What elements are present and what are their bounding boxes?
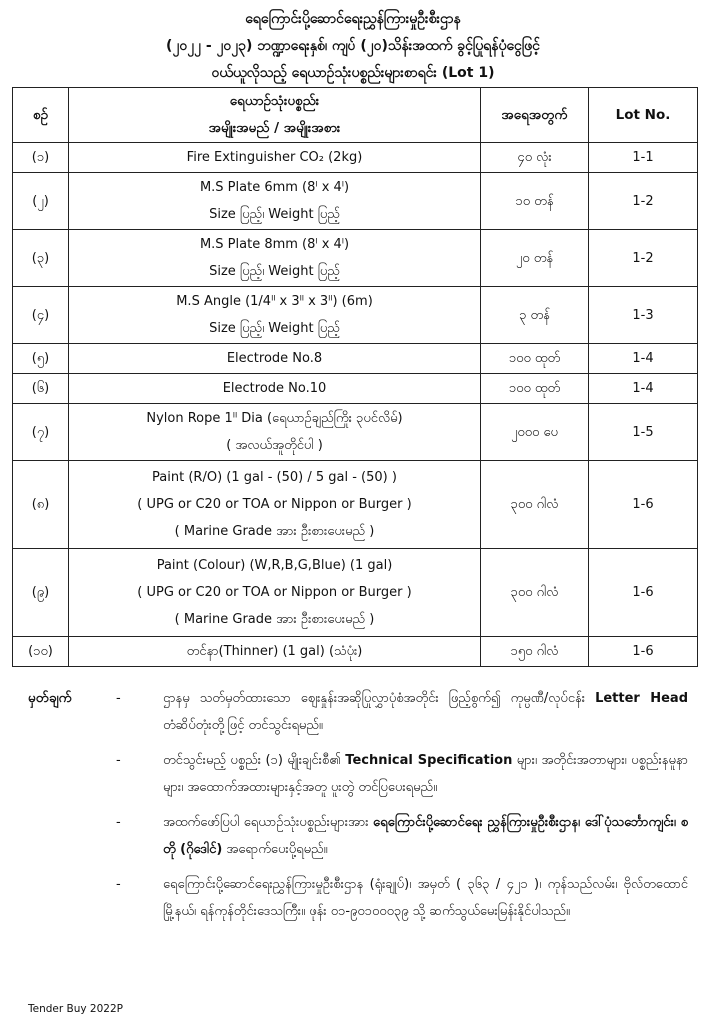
row-quantity: ၃၀၀ ဂါလံ <box>481 549 589 637</box>
note-text-2 <box>163 747 688 801</box>
row-quantity: ၂၀၀၀ ပေ <box>481 404 589 461</box>
row-description <box>69 287 481 344</box>
table-row <box>13 374 698 404</box>
note-text-3 <box>163 809 688 863</box>
row-number: (၄) <box>13 287 69 344</box>
row-lot: 1-4 <box>589 344 698 374</box>
note-bold-part: ရေကြောင်းပို့ဆောင်ရေး ညွှန်ကြားမှုဦးစီးဌာန၊ ဒေါ်ပုံသင်္ဘောကျင်း၊ စတို (ဂိုဒေါင်) <box>163 815 689 857</box>
table-row <box>13 287 698 344</box>
header-title-line-3: ဝယ်ယူလိုသည့် ရေယာဉ်သုံးပစ္စည်းများစာရင်း (Lot 1) <box>211 65 495 81</box>
row-description-line: Size ပြည့်၊ Weight ပြည့် <box>209 264 340 279</box>
row-description-line: Paint (Colour) (W,R,B,G,Blue) (1 gal) <box>156 558 393 573</box>
row-description-line: M.S Plate 6mm (8ˡ x 4ˡ) <box>199 180 350 195</box>
row-number: (၇) <box>13 404 69 461</box>
table-row <box>13 344 698 374</box>
row-description <box>69 173 481 230</box>
row-number: (၃) <box>13 230 69 287</box>
note-text-part: အထက်ဖော်ပြပါ ရေယာဉ်သုံးပစ္စည်းများအား <box>163 815 374 830</box>
row-description-line: ( Marine Grade အား ဦးစားပေးမည် ) <box>174 612 375 627</box>
notes-label: မှတ်ချက် <box>28 690 72 706</box>
note-text-part: အရောက်ပေးပို့ရမည်။ <box>222 842 328 857</box>
note-text-1 <box>163 685 688 739</box>
header-description-line-1: ရေယာဉ်သုံးပစ္စည်း <box>229 93 320 109</box>
row-lot: 1-6 <box>589 461 698 549</box>
header-description <box>69 88 481 143</box>
row-description <box>69 461 481 549</box>
note-dash: - <box>116 815 121 830</box>
row-description-line: ( UPG or C20 or TOA or Nippon or Burger ) <box>137 585 412 600</box>
header-title-line-1: ရေကြောင်းပို့ဆောင်ရေးညွှန်ကြားမှုဦးစီးဌာန <box>245 11 461 27</box>
table-row <box>13 637 698 667</box>
row-description-line: Electrode No.10 <box>222 381 327 396</box>
row-lot: 1-6 <box>589 549 698 637</box>
row-description-line: Size ပြည့်၊ Weight ပြည့် <box>209 321 340 336</box>
row-lot: 1-4 <box>589 374 698 404</box>
row-description-line: ( UPG or C20 or TOA or Nippon or Burger ) <box>137 497 412 512</box>
row-lot: 1-6 <box>589 637 698 667</box>
row-quantity: ၁၀၀ ထုတ် <box>481 344 589 374</box>
row-lot: 1-2 <box>589 173 698 230</box>
table-row <box>13 461 698 549</box>
note-item <box>28 747 688 801</box>
table-row <box>13 143 698 173</box>
row-quantity: ၁၀၀ ထုတ် <box>481 374 589 404</box>
row-description-line: Electrode No.8 <box>226 351 323 366</box>
row-number: (၁၀) <box>13 637 69 667</box>
row-description-line: M.S Plate 8mm (8ˡ x 4ˡ) <box>199 237 350 252</box>
header-description-line-2: အမျိုးအမည် / အမျိုးအစား <box>208 120 341 136</box>
row-lot: 1-3 <box>589 287 698 344</box>
row-quantity: ၃ တန် <box>481 287 589 344</box>
note-item <box>28 809 688 863</box>
row-quantity: ၁၀ တန် <box>481 173 589 230</box>
row-quantity: ၄၀ လုံး <box>481 143 589 173</box>
table-row <box>13 404 698 461</box>
header-title-line-2: (၂၀၂၂ - ၂၀၂၃) ဘဏ္ဍာရေးနှစ်၊ ကျပ် (၂၀)သိန်းအထက် ခွင့်ပြုရန်ပုံငွေဖြင့် <box>166 38 540 54</box>
row-description-line: Paint (R/O) (1 gal - (50) / 5 gal - (50) ) <box>152 470 397 485</box>
table-header-row <box>13 88 698 143</box>
items-table <box>12 87 698 667</box>
row-number: (၂) <box>13 173 69 230</box>
row-description-line: ( အလယ်အူတိုင်ပါ ) <box>226 438 323 453</box>
table-row <box>13 173 698 230</box>
row-description <box>69 344 481 374</box>
row-description <box>69 143 481 173</box>
row-quantity: ၂၀ တန် <box>481 230 589 287</box>
note-text-part: များ၊ အတိုင်းအတာများ၊ ပစ္စည်းနမူနာများ၊ အထောက်အထားများနှင့်အတူ ပူးတွဲ တင်ပြပေးရမည်။ <box>163 753 688 795</box>
row-lot: 1-1 <box>589 143 698 173</box>
row-description <box>69 374 481 404</box>
note-text-part: တင်သွင်းမည့် ပစ္စည်း (၁) မျိုးချင်းစီ၏ <box>163 753 346 768</box>
row-description-line: တင်နာ(Thinner) (1 gal) (သံပုံး) <box>186 644 363 659</box>
table-row <box>13 230 698 287</box>
note-bold-part: Letter Head <box>595 691 689 706</box>
row-description <box>69 230 481 287</box>
row-quantity: ၁၅၀ ဂါလံ <box>481 637 589 667</box>
table-row <box>13 549 698 637</box>
row-number: (၉) <box>13 549 69 637</box>
footer-text: Tender Buy 2022P <box>28 1003 123 1015</box>
document-header <box>0 6 706 87</box>
header-no: စဉ် <box>13 88 69 143</box>
row-number: (၁) <box>13 143 69 173</box>
row-description <box>69 637 481 667</box>
note-text-part: ဌာနမှ သတ်မှတ်ထားသော စျေးနှုန်းအဆိုပြုလွှာပုံစံအတိုင်း ဖြည့်စွက်၍ ကုမ္ပဏီ/လုပ်ငန်း <box>163 691 596 706</box>
header-quantity: အရေအတွက် <box>481 88 589 143</box>
note-item <box>28 685 688 739</box>
row-number: (၆) <box>13 374 69 404</box>
row-description-line: M.S Angle (1/4ˡˡ x 3ˡˡ x 3ˡˡ) (6m) <box>176 294 373 309</box>
row-description-line: Size ပြည့်၊ Weight ပြည့် <box>209 207 340 222</box>
row-number: (၅) <box>13 344 69 374</box>
notes-section <box>28 685 688 933</box>
row-description <box>69 404 481 461</box>
row-description-line: Fire Extinguisher CO₂ (2kg) <box>186 150 363 165</box>
row-number: (၈) <box>13 461 69 549</box>
note-text-4: ရေကြောင်းပို့ဆောင်ရေးညွှန်ကြားမှုဦးစီးဌာန (ရုံးချုပ်)၊ အမှတ် ( ၃၆၃ / ၄၂၁ )၊ ကုန်သည်လမ်း၊ ဗိုလ်တထောင်မြို့နယ်၊ ရန်ကုန်တိုင်းဒေသကြီး။ ဖုန်း ၀၁-၉၀၁၀၀၀၃၉ သို့ ဆက်သွယ်မေးမြန်းနိုင်ပါသည်။ <box>163 877 688 919</box>
row-description <box>69 549 481 637</box>
note-dash: - <box>116 691 121 706</box>
row-description-line: ( Marine Grade အား ဦးစားပေးမည် ) <box>174 524 375 539</box>
note-text-part: တံဆိပ်တုံးတို့ဖြင့် တင်သွင်းရမည်။ <box>163 718 323 733</box>
header-lot: Lot No. <box>589 88 698 143</box>
note-item <box>28 871 688 925</box>
row-quantity: ၃၀၀ ဂါလံ <box>481 461 589 549</box>
note-dash: - <box>116 753 121 768</box>
row-description-line: Nylon Rope 1ˡˡ Dia (ရေယာဉ်ချည်ကြိုး ၃ပင်လိမ်) <box>146 411 403 426</box>
note-dash: - <box>116 877 121 892</box>
row-lot: 1-2 <box>589 230 698 287</box>
note-bold-part: Technical Specification <box>345 753 513 768</box>
row-lot: 1-5 <box>589 404 698 461</box>
